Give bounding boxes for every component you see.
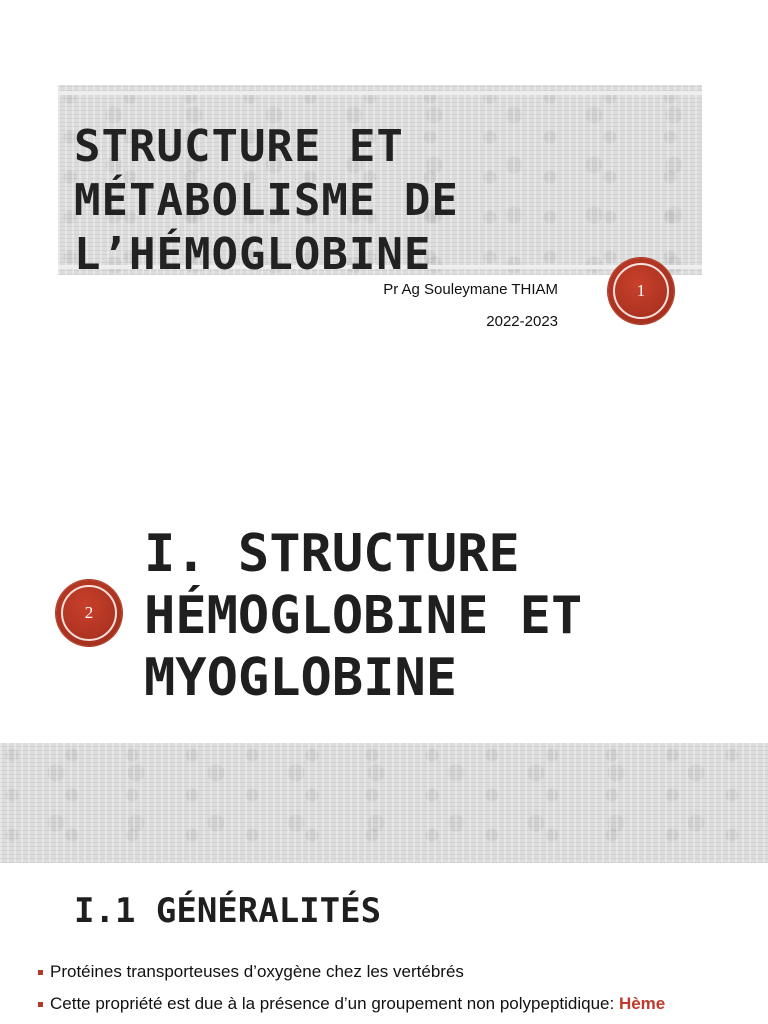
slide-1 [0, 0, 768, 355]
slide-2-title: I. STRUCTURE HÉMOGLOBINE ET MYOGLOBINE [144, 524, 583, 708]
band-edge-top [58, 91, 702, 95]
page-number-badge-1 [608, 258, 674, 324]
bullet-list [38, 961, 738, 1024]
bullet-item [38, 993, 738, 1015]
bullet-text: Protéines transporteuses d’oxygène chez les vertébrés [50, 962, 464, 981]
slide-3 [0, 863, 768, 1024]
page-number-1: 1 [636, 281, 646, 300]
bullet-item [38, 961, 738, 983]
page-number-badge-2 [56, 580, 122, 646]
page-number-2: 2 [84, 603, 94, 622]
bottom-texture-band [0, 743, 768, 863]
heme-highlight: Hème [618, 994, 666, 1013]
academic-year: 2022-2023 [486, 313, 558, 330]
slide-1-title: STRUCTURE ET MÉTABOLISME DE L’HÉMOGLOBINE [74, 121, 459, 280]
slide-2 [0, 355, 768, 863]
author-name: Pr Ag Souleymane THIAM [383, 281, 558, 298]
bullet-text: Cette propriété est due à la présence d’un groupement non polypeptidique: [50, 994, 619, 1013]
slide-3-title: I.1 GÉNÉRALITÉS [74, 891, 382, 931]
